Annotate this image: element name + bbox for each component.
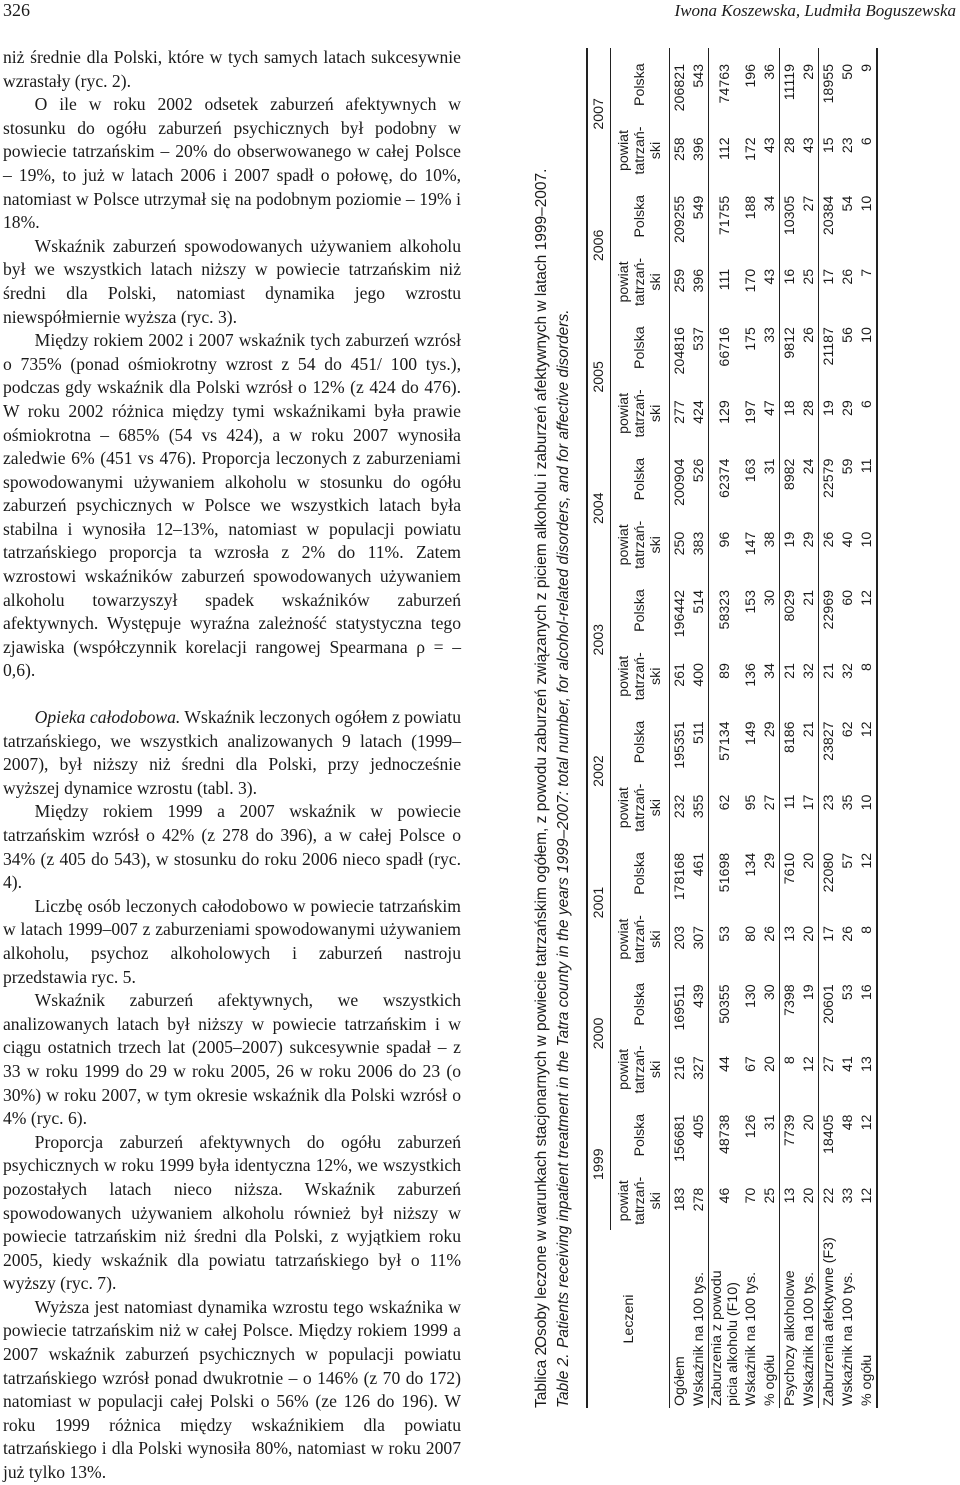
table-cell: 216 [671,1056,688,1080]
table-cell: 526 [689,443,709,516]
table-cell: 51698 [717,852,733,893]
row-label-line: picia alkoholu (F10) [725,1282,741,1406]
table-cell: 80 [742,925,759,942]
table-cell: 6 [857,384,877,442]
table-row [760,48,780,1408]
table-cell: 7739 [781,1114,798,1147]
table-cell: 67 [742,1056,759,1073]
table-cell: 8186 [781,721,798,753]
table-cell: 163 [742,458,759,483]
subheader-poland: Polska [611,180,670,253]
subheader-county-line: ski [648,1060,664,1079]
table-cell: 21 [799,574,819,647]
paragraph: Między rokiem 1999 a 2007 wskaźnik w powiecie tatrzańskim wzrósł o 42% (z 278 do 396), a w całej Polsce o 34% (z 405 do 543), w stosunku do roku 2006 nieco spadł (ryc. 4). [3,801,461,893]
table-cell: 396 [689,121,709,179]
table-cell: 21 [781,663,798,679]
table-cell: 62374 [717,458,733,498]
table-cell: 19 [820,400,837,417]
subheader-county-line: powiat [616,918,632,960]
table-cell: 29 [760,705,780,778]
table-cell: 23827 [820,721,837,761]
subheader-county [611,779,670,837]
corner-header: Leczeni [587,1230,670,1408]
table-cell: 26 [760,910,780,968]
table-cell: 134 [742,852,759,877]
table-cell: 461 [689,837,709,910]
table-cell: 33 [839,1187,856,1204]
subheader-county-line: powiat [616,392,632,434]
table-cell: 258 [671,137,688,162]
table-cell: 96 [717,531,733,548]
table-cell: 200904 [671,458,688,506]
table-cell: 74763 [717,64,733,104]
table-cell: 111 [717,268,733,291]
subheader-poland: Polska [611,48,670,121]
table-cell: 21 [799,705,819,778]
table-cell: 17 [799,779,819,837]
table-cell: 95 [742,794,759,811]
subheader-county-line: powiat [616,130,632,172]
table-cell: 307 [689,910,709,968]
subheader-poland: Polska [611,837,670,910]
table-cell: 9 [857,48,877,121]
subheader-county-line: ski [648,404,664,423]
table-cell: 11119 [781,64,798,101]
table-cell: 13 [781,925,798,942]
subheader-county-line: tatrzań- [632,1045,648,1094]
table-cell: 17 [820,925,837,942]
table-cell: 44 [717,1056,733,1073]
table-cell: 396 [689,253,709,311]
subheader-county-line: ski [648,1192,664,1210]
row-label: Ogółem [671,1356,688,1406]
table-cell: 203 [671,925,688,950]
table-cell: 18 [781,400,798,417]
table-cell: 60 [839,589,856,606]
table-cell: 26 [820,531,837,548]
table-cell: 27 [760,779,780,837]
table-cell: 22080 [820,852,837,893]
row-label: Psychozy alkoholowe [781,1270,798,1406]
table-cell: 29 [799,516,819,574]
table-cell: 250 [671,531,688,556]
table-cell: 16 [857,968,877,1040]
table-cell: 27 [799,180,819,253]
paragraph-text: Wskaźnik leczonych ogółem z powiatu tatrzańskiego, we wszystkich analizowanych 9 latach (1999–2007), był niższy niż średni dla Polski, przy jednocześnie wyższej dynamice wzrostu (tabl. 3). [3,707,461,798]
table-cell: 10 [857,180,877,253]
table-cell: 7 [857,253,877,311]
table-cell: 22969 [820,589,837,630]
subheader-county [611,910,670,968]
year-header-row [587,48,611,1408]
table-cell: 156681 [671,1114,688,1162]
subheader-county-line: ski [648,273,664,291]
table-cell: 22 [820,1187,837,1204]
table-cell: 33 [760,311,780,384]
table-cell: 537 [689,311,709,384]
table-cell: 7610 [781,852,798,885]
paragraph: niż średnie dla Polski, które w tych samych latach sukcesywnie wzrastały (ryc. 2). [3,47,461,91]
table-label: Tablica 2. [533,1342,550,1408]
table-cell: 12 [857,574,877,647]
table-cell: 261 [671,663,688,687]
table-cell: 6 [857,121,877,179]
table-cell: 19 [799,968,819,1040]
table-cell: 34 [760,180,780,253]
subheader-poland: Polska [611,311,670,384]
table-caption-text: Osoby leczone w warunkach stacjonarnych w powiecie tatrzańskim ogółem, z powodu zaburzeń związanych z piciem alkoholu i zaburzeń afektywnych w latach 1999–2007. [533,168,550,1348]
table-cell: 57134 [717,721,733,761]
subheader-poland: Polska [611,443,670,516]
table-cell: 23 [839,137,856,154]
table-cell: 41 [839,1056,856,1073]
year-header: 2001 [587,837,611,968]
table-cell: 29 [799,48,819,121]
table-cell: 26 [799,311,819,384]
table-cell: 30 [760,574,780,647]
subheader-poland: Polska [611,968,670,1040]
year-header: 2007 [587,48,611,180]
year-header: 1999 [587,1099,611,1230]
table-cell: 20 [799,1099,819,1172]
subheader-county-line: powiat [616,261,632,303]
table-cell: 22579 [820,458,837,498]
subheader-county [611,1040,670,1098]
row-label: Wskaźnik na 100 tys. [799,1230,819,1408]
table-row [741,48,760,1408]
table-cell: 197 [742,400,759,424]
year-header: 2000 [587,968,611,1098]
subheader-county-line: ski [648,799,664,817]
year-header: 2005 [587,311,611,442]
row-label: % ogółu [760,1230,780,1408]
subheader-county-line: ski [648,141,664,160]
table-row [689,48,709,1408]
table-cell: 26 [839,925,856,942]
data-table [586,48,878,1408]
table-cell: 126 [742,1114,759,1139]
table-cell: 16 [781,268,798,285]
table-cell: 11 [781,794,798,810]
subheader-county-line: ski [648,667,664,685]
table-cell: 188 [742,195,759,220]
subheader-county-line: powiat [616,524,632,566]
table-cell: 24 [799,443,819,516]
table-row [819,48,839,1408]
table-cell: 112 [717,137,733,160]
subheader-county-line: powiat [616,1180,632,1222]
subheader-county-line: powiat [616,655,632,697]
table-cell: 153 [742,589,759,614]
table-label: Table 2. [555,1353,572,1408]
table-cell: 183 [671,1187,688,1212]
table-cell: 18955 [820,64,837,104]
subheader-county-line: tatrzań- [632,783,648,832]
table-cell: 66716 [717,327,733,367]
subheader-county [611,121,670,179]
table-cell: 71755 [717,195,733,236]
paragraph: O ile w roku 2002 odsetek zaburzeń afektywnych w stosunku do ogółu zaburzeń psychicznych był podobny w powiecie tatrzańskim – 20% do obserwowanego w całej Polsce – 19%, to już w latach 2006 i 2007 spadł o połowę, do 10%, natomiast w Polsce utrzymał się na podobnym poziomie – 19% i 18%. [3,94,461,233]
table-cell: 195351 [671,721,688,769]
table-cell: 50355 [717,984,733,1024]
subheader-county [611,647,670,705]
subheader-county-line: tatrzań- [632,257,648,307]
table-cell: 10 [857,311,877,384]
table-cell: 424 [689,384,709,442]
table-cell: 7398 [781,984,798,1016]
table-cell: 12 [799,1040,819,1098]
table-cell: 172 [742,137,759,162]
table-cell: 20384 [820,195,837,236]
table-cell: 327 [689,1040,709,1098]
table-cell: 21 [820,663,837,679]
subheader-county-line: tatrzań- [632,126,648,175]
table-cell: 8 [781,1056,798,1065]
row-label: % ogółu [857,1230,877,1408]
subheader-county-line: tatrzań- [632,652,648,701]
paragraph: Wskaźnik zaburzeń afektywnych, we wszystkich analizowanych latach był niższy w powiecie tatrzańskim i w ciągu ostatnich trzech lat (2005–2007) sukcesywnie spadał – z 33 w roku 1999 do 29 w roku 2005, 26 w roku 2006 do 23 (o 30%) w roku 2007, w tym okresie wskaźnik dla Polski wzrósł o 4% (ryc. 6). [3,990,461,1129]
table-cell: 178168 [671,852,688,901]
table-cell: 53 [839,984,856,1001]
table-cell: 10305 [781,195,798,236]
table-row [780,48,800,1408]
table-cell: 400 [689,647,709,705]
table-cell: 196 [742,64,759,88]
table-cell: 21187 [820,327,837,366]
table-cell: 34 [760,647,780,705]
table-caption-polish [533,169,551,1408]
table-cell: 40 [839,531,856,548]
table-cell: 43 [760,253,780,311]
table-cell: 70 [742,1187,759,1204]
table-cell: 25 [799,253,819,311]
table-cell: 43 [799,121,819,179]
paragraph: Proporcja zaburzeń afektywnych do ogółu zaburzeń psychicznych w roku 1999 była identyczna 12%, we wszystkich pozostałych latach nieco niższa. Wskaźnik zaburzeń spowodowanych używaniem alkoholu również był niższy w powiecie tatrzańskim niż średni dla Polski, z wyjątkiem roku 2005, kiedy wskaźnik dla powiatu tatrzańskiego był o 11% wyższy (ryc. 7). [3,1131,461,1294]
table-cell: 47 [760,384,780,442]
paragraph: Między rokiem 2002 i 2007 wskaźnik tych zaburzeń wzrósł o 735% (ponad ośmiokrotny wzrost z 54 do 451/ 100 tys.), podczas gdy wskaźnik dla Polski wzrósł o 12% (z 424 do 476). W roku 2002 różnica między tymi wskaźnikami była prawie ośmiokrotna – 685% (54 vs 424), a w roku 2007 wynosiła zaledwie 6% (451 vs 476). Proporcja leczonych z zaburzeniami spowodowanymi używaniem alkoholu w stosunku do ogółu zaburzeń psychicznych w Polsce we wszystkich latach była stabilna i wynosiła 12–13%, natomiast w populacji powiatu tatrzańskiego proporcja ta wzrosła z 2% do 11%. Zatem wzrostowi wskaźników zaburzeń spowodowanych używaniem alkoholu towarzyszył spadek wskaźników zaburzeń afektywnych. Występuje wyraźna zależność statystyczna tego zjawiska (współczynnik korelacji rangowej Spearmana ρ = –0,6). [3,330,461,681]
table-cell: 31 [760,443,780,516]
subheader-poland: Polska [611,574,670,647]
table-cell: 28 [799,384,819,442]
table-cell: 11 [857,443,877,516]
running-head-authors: Iwona Koszewska, Ludmiła Boguszewska [674,1,956,20]
table-cell: 32 [839,663,856,679]
table-cell: 136 [742,663,759,687]
row-label-line: Zaburzenia z powodu [709,1270,725,1406]
paragraph-section-opieka [3,706,461,800]
table-cell: 12 [857,1172,877,1230]
table-row [799,48,819,1408]
rotated-table-block [500,48,944,1408]
table-cell: 8982 [781,458,798,491]
table-cell: 130 [742,984,759,1008]
year-header: 2003 [587,574,611,705]
subheader-county-line: tatrzań- [632,520,648,569]
table-cell: 12 [857,705,877,778]
subheader-county-line: tatrzań- [632,389,648,438]
table-cell: 206821 [671,64,688,112]
table-cell: 54 [839,195,856,212]
table-cell: 59 [839,458,856,475]
table-cell: 13 [857,1040,877,1098]
table-cell: 20 [760,1040,780,1098]
row-label: Wskaźnik na 100 tys. [742,1271,759,1406]
table-cell: 232 [671,794,688,819]
table-cell: 29 [839,400,856,417]
subheader-county-line: ski [648,930,664,948]
subheader-county [611,384,670,442]
table-cell: 175 [742,327,759,351]
table-cell: 53 [717,925,733,942]
subheader-county-line: tatrzań- [632,915,648,964]
subheader-county-line: ski [648,536,664,554]
table-cell: 12 [857,837,877,910]
table-cell: 62 [717,794,733,811]
table-cell: 35 [839,794,856,811]
table-cell: 57 [839,852,856,869]
table-cell: 62 [839,721,856,738]
subheader-poland: Polska [611,705,670,778]
table-cell: 20 [799,1172,819,1230]
table-cell: 50 [839,64,856,80]
table-cell: 439 [689,968,709,1040]
table-cell: 32 [799,647,819,705]
table-cell: 46 [717,1187,733,1204]
table-cell: 17 [820,268,837,285]
table-cell: 12 [857,1099,877,1172]
paragraph: Wskaźnik zaburzeń spowodowanych używaniem alkoholu był we wszystkich latach niższy w powiecie tatrzańskim niż średni dla Polski, natomiast dynamika jego wzrostu niewspółmiernie wyższa (ryc. 3). [3,235,461,327]
table-cell: 10 [857,516,877,574]
table-cell: 20 [799,910,819,968]
subheader-county [611,253,670,311]
table-cell: 30 [760,968,780,1040]
table-cell: 25 [760,1172,780,1230]
table-cell: 277 [671,400,688,424]
table-cell: 8 [857,647,877,705]
table-cell: 27 [820,1056,837,1073]
table-cell: 511 [689,705,709,778]
table-cell: 48 [839,1114,856,1131]
table-cell: 29 [760,837,780,910]
table-cell: 28 [781,137,798,154]
table-cell: 31 [760,1099,780,1172]
row-label [709,1230,742,1408]
subheader-county [611,1172,670,1230]
table-cell: 204816 [671,327,688,375]
table-cell: 13 [781,1187,798,1204]
subheader-county [611,516,670,574]
table-cell: 170 [742,268,759,293]
table-area [500,0,960,1429]
table-cell: 89 [717,663,733,679]
body-text-column [3,46,461,1483]
row-label: Wskaźnik na 100 tys. [689,1230,709,1408]
table-cell: 405 [689,1099,709,1172]
table-caption-text: Patients receiving inpatient treatment in the Tatra county in the years 1999–2007: total number, for alcohol-related disorders, and for affective disorders. [555,309,572,1348]
table-cell: 549 [689,180,709,253]
table-cell: 355 [689,779,709,837]
table-cell: 15 [820,137,837,154]
page-number: 326 [3,0,30,20]
table-cell: 209255 [671,195,688,244]
subheader-county-line: powiat [616,787,632,829]
table-cell: 58323 [717,589,733,630]
table-cell: 26 [839,268,856,285]
paragraph: Liczbę osób leczonych całodobowo w powiecie tatrzańskim w latach 1999–007 z zaburzeniami spowodowanymi używaniem alkoholu, psychoz alkoholowych i zaburzeń nastroju przedstawia ryc. 5. [3,895,461,987]
table-cell: 383 [689,516,709,574]
subheader-poland: Polska [611,1099,670,1172]
table-cell: 38 [760,516,780,574]
table-cell: 10 [857,779,877,837]
year-header: 2002 [587,705,611,836]
year-header: 2004 [587,443,611,574]
table-cell: 56 [839,327,856,343]
table-body [670,48,878,1408]
table-row [670,48,690,1408]
table-cell: 147 [742,531,759,556]
table-cell: 259 [671,268,688,293]
table-cell: 20 [799,837,819,910]
table-row [709,48,742,1408]
row-label: Wskaźnik na 100 tys. [839,1271,856,1406]
section-heading: Opieka całodobowa. [34,707,181,728]
row-label: Zaburzenia afektywne (F3) [820,1237,837,1406]
table-cell: 196442 [671,589,688,638]
paragraph: Wyższa jest natomiast dynamika wzrostu tego wskaźnika w powiecie tatrzańskim niż w całej Polsce. Między rokiem 1999 a 2007 wskaźnik zaburzeń psychicznych w populacji powiatu tatrzańskiego wzrósł ponad dwukrotnie – o 146% (z 70 do 172) natomiast w populacji całej Polski o 56% (ze 126 do 196). W roku 1999 różnica między wskaźnikiem dla powiatu tatrzańskiego i dla Polski wynosiła 80%, natomiast w roku 2007 już tylko 13%. [3,1296,461,1483]
table-row [857,48,877,1408]
table-cell: 20601 [820,984,837,1024]
table-cell: 8 [857,910,877,968]
table-cell: 129 [717,400,733,424]
table-cell: 48738 [717,1114,733,1155]
table-cell: 18405 [820,1114,837,1155]
table-cell: 43 [760,121,780,179]
table-caption-english [555,309,573,1408]
table-cell: 8029 [781,589,798,622]
subheader-county-line: tatrzań- [632,1176,648,1225]
table-cell: 9812 [781,327,798,359]
year-header: 2006 [587,180,611,311]
table-cell: 514 [689,574,709,647]
table-cell: 19 [781,531,798,548]
subheader-row [611,48,670,1408]
table-row [838,48,857,1408]
table-cell: 169511 [671,984,688,1031]
table-cell: 36 [760,48,780,121]
table-cell: 23 [820,794,837,811]
table-cell: 278 [689,1172,709,1230]
table-cell: 149 [742,721,759,746]
table-cell: 543 [689,48,709,121]
subheader-county-line: powiat [616,1048,632,1090]
